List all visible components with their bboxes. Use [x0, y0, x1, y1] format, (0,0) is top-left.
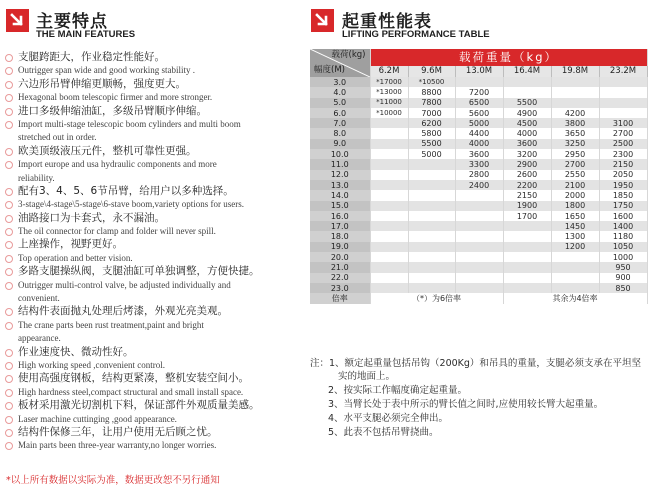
load-cell: 1800 — [551, 201, 599, 211]
ratio-note-cell: 其余为4倍率 — [503, 293, 647, 303]
load-cell — [408, 221, 455, 231]
table-row — [310, 170, 647, 180]
table-row — [310, 283, 647, 293]
load-cell: 2700 — [599, 128, 647, 138]
load-cell — [455, 242, 503, 252]
feature-text-zh: 结构件保修三年，让用户使用无后顾之忧。 — [18, 425, 218, 438]
feature-item-zh — [4, 346, 304, 359]
load-cell — [370, 252, 408, 262]
feature-item-zh — [4, 399, 304, 412]
load-cell — [455, 273, 503, 283]
load-cell: *17000 — [370, 77, 408, 87]
load-cell: *10500 — [408, 77, 455, 87]
load-cell — [455, 262, 503, 272]
load-cell: 1850 — [599, 190, 647, 200]
range-cell: 10.0 — [310, 149, 370, 159]
feature-item-zh — [4, 305, 304, 318]
load-cell: 1000 — [599, 252, 647, 262]
brand-logo-icon — [6, 9, 29, 32]
load-cell: 1600 — [599, 211, 647, 221]
boom-length-header: 16.4M — [503, 66, 551, 77]
table-row — [310, 221, 647, 231]
load-cell — [455, 283, 503, 293]
load-cell: 4000 — [455, 139, 503, 149]
load-cell — [455, 201, 503, 211]
load-cell — [455, 221, 503, 231]
table-row — [310, 293, 647, 303]
range-cell: 17.0 — [310, 221, 370, 231]
range-cell: 19.0 — [310, 242, 370, 252]
load-cell: 2050 — [599, 170, 647, 180]
load-cell: 2150 — [503, 190, 551, 200]
load-cell: 2500 — [599, 139, 647, 149]
range-cell: 13.0 — [310, 180, 370, 190]
feature-item-en: reliability. — [18, 172, 55, 183]
feature-text-zh: 结构件表面抛丸处理后烤漆，外观光亮美观。 — [18, 305, 228, 318]
load-cell — [370, 170, 408, 180]
load-cell: 4500 — [503, 118, 551, 128]
boom-length-header: 6.2M — [370, 66, 408, 77]
load-cell: 3600 — [455, 149, 503, 159]
load-cell: *13000 — [370, 87, 408, 97]
table-row — [310, 262, 647, 272]
table-row — [310, 77, 647, 87]
range-cell: 15.0 — [310, 201, 370, 211]
feature-item-en: Outrigger span wide and good working stability . — [4, 64, 304, 77]
range-cell: 7.0 — [310, 118, 370, 128]
table-row — [310, 242, 647, 252]
brand-logo-icon — [311, 9, 334, 32]
load-cell — [503, 221, 551, 231]
circle-bullet-icon — [5, 148, 13, 156]
range-cell: 5.0 — [310, 98, 370, 108]
table-row — [310, 108, 647, 118]
feature-item-zh — [4, 426, 304, 439]
circle-bullet-icon — [5, 375, 13, 383]
load-cell: 3600 — [503, 139, 551, 149]
feature-item-en: appearance. — [18, 333, 61, 344]
table-row — [310, 159, 647, 169]
load-cell: 1180 — [599, 231, 647, 241]
load-cell — [370, 180, 408, 190]
table-row — [310, 128, 647, 138]
feature-text-zh: 配有3、4、5、6节吊臂，给用户以多种选择。 — [18, 184, 234, 197]
feature-item-en: Laser machine cuttinging ,good appearance. — [4, 413, 304, 426]
load-cell — [503, 262, 551, 272]
load-axis-label: 载荷(kg) — [331, 50, 366, 60]
circle-bullet-icon — [5, 402, 13, 410]
circle-bullet-icon — [5, 215, 13, 223]
load-cell: 1950 — [599, 180, 647, 190]
load-cell: 3250 — [551, 139, 599, 149]
range-cell: 20.0 — [310, 252, 370, 262]
load-cell: 1200 — [551, 242, 599, 252]
load-cell — [370, 242, 408, 252]
load-weight-header: 载荷重量（kg） — [370, 49, 647, 66]
range-cell: 16.0 — [310, 211, 370, 221]
load-cell — [370, 262, 408, 272]
load-cell — [370, 159, 408, 169]
table-row — [310, 118, 647, 128]
range-cell: 6.0 — [310, 108, 370, 118]
circle-bullet-icon — [5, 94, 13, 102]
feature-text-zh: 板材采用激光切割机下料，保证部件外观质量美感。 — [18, 399, 260, 412]
feature-text-zh: 使用高强度钢板，结构更紧凑，整机安装空间小。 — [18, 372, 249, 385]
load-cell: 900 — [599, 273, 647, 283]
note-line: 5、此表不包括吊臂挠曲。 — [328, 427, 439, 438]
load-cell: 7200 — [455, 87, 503, 97]
load-cell — [455, 211, 503, 221]
load-cell — [408, 201, 455, 211]
load-cell — [408, 180, 455, 190]
load-cell: 4000 — [503, 128, 551, 138]
load-cell: 2950 — [551, 149, 599, 159]
feature-item-zh — [4, 78, 304, 91]
load-cell: 5000 — [455, 118, 503, 128]
load-cell — [503, 231, 551, 241]
range-cell: 18.0 — [310, 231, 370, 241]
circle-bullet-icon — [5, 67, 13, 75]
load-cell: 7800 — [408, 98, 455, 108]
load-cell — [408, 273, 455, 283]
feature-text-zh: 油路接口为卡套式，永不漏油。 — [18, 211, 165, 224]
load-cell: 2550 — [551, 170, 599, 180]
circle-bullet-icon — [5, 108, 13, 116]
range-axis-label: 幅度(M) — [314, 65, 345, 75]
load-cell — [370, 231, 408, 241]
load-cell — [370, 273, 408, 283]
table-row — [310, 190, 647, 200]
load-cell — [599, 98, 647, 108]
feature-item-en: convenient. — [18, 293, 60, 304]
feature-item-en: 3-stage\4-stage\5-stage\6-stave boom,variety options for users. — [4, 198, 304, 211]
load-cell — [551, 283, 599, 293]
feature-item-zh — [4, 372, 304, 385]
load-cell: *11000 — [370, 98, 408, 108]
load-cell: 2800 — [455, 170, 503, 180]
load-cell — [370, 139, 408, 149]
load-cell: 1450 — [551, 221, 599, 231]
circle-bullet-icon — [5, 255, 13, 263]
range-cell: 11.0 — [310, 159, 370, 169]
load-cell — [408, 170, 455, 180]
load-cell — [455, 252, 503, 262]
feature-item-zh — [4, 51, 304, 64]
load-cell — [408, 242, 455, 252]
range-cell: 12.0 — [310, 170, 370, 180]
feature-item-en: High hardness steel,compact structural and small install space. — [4, 386, 304, 399]
circle-bullet-icon — [5, 228, 13, 236]
circle-bullet-icon — [5, 442, 13, 450]
load-cell: 1650 — [551, 211, 599, 221]
boom-length-header: 23.2M — [599, 66, 647, 77]
feature-item-zh — [4, 238, 304, 251]
load-cell — [551, 262, 599, 272]
load-cell — [551, 273, 599, 283]
load-cell — [370, 211, 408, 221]
feature-text-zh: 支腿跨距大，作业稳定性能好。 — [18, 51, 165, 63]
load-cell — [455, 190, 503, 200]
feature-text-zh: 上座操作，视野更好。 — [18, 238, 123, 251]
load-cell: 6500 — [455, 98, 503, 108]
feature-item-zh — [4, 145, 304, 158]
load-cell: 4400 — [455, 128, 503, 138]
load-cell: *10000 — [370, 108, 408, 118]
load-cell — [551, 87, 599, 97]
circle-bullet-icon — [5, 308, 13, 316]
table-row — [310, 201, 647, 211]
range-cell: 8.0 — [310, 128, 370, 138]
load-cell: 1700 — [503, 211, 551, 221]
range-cell: 21.0 — [310, 262, 370, 272]
load-cell — [408, 190, 455, 200]
range-cell: 3.0 — [310, 77, 370, 87]
ratio-note-cell: （*）为6倍率 — [370, 293, 503, 303]
feature-item-en: Import europe and usa hydraulic components and more — [4, 158, 304, 171]
circle-bullet-icon — [5, 268, 13, 276]
load-cell: 4200 — [551, 108, 599, 118]
load-cell: 2700 — [551, 159, 599, 169]
circle-bullet-icon — [5, 201, 13, 209]
load-cell — [503, 87, 551, 97]
table-row — [310, 149, 647, 159]
load-cell: 1900 — [503, 201, 551, 211]
load-cell — [599, 77, 647, 87]
main-features-subtitle: THE MAIN FEATURES — [36, 29, 136, 40]
load-cell: 5000 — [408, 149, 455, 159]
feature-item-en: stretched out in order. — [18, 132, 97, 143]
lifting-table-subtitle: LIFTING PERFORMANCE TABLE — [342, 29, 490, 40]
load-cell — [503, 273, 551, 283]
range-cell: 9.0 — [310, 139, 370, 149]
load-cell: 3100 — [599, 118, 647, 128]
feature-item-en: The crane parts been rust treatment,paint and bright — [4, 319, 304, 332]
ratio-label-cell: 倍率 — [310, 293, 370, 303]
load-cell: 3300 — [455, 159, 503, 169]
circle-bullet-icon — [5, 389, 13, 397]
load-cell: 5600 — [455, 108, 503, 118]
circle-bullet-icon — [5, 362, 13, 370]
feature-text-zh: 作业速度快、微动性好。 — [18, 345, 134, 358]
load-cell — [455, 231, 503, 241]
load-cell: 5500 — [408, 139, 455, 149]
circle-bullet-icon — [5, 349, 13, 357]
load-cell: 950 — [599, 262, 647, 272]
load-cell — [408, 211, 455, 221]
load-cell: 3800 — [551, 118, 599, 128]
circle-bullet-icon — [5, 54, 13, 62]
table-corner-header — [310, 49, 370, 77]
load-cell — [370, 221, 408, 231]
load-cell — [408, 262, 455, 272]
note-line: 注：1、额定起重量包括吊钩（200Kg）和吊具的重量，支腿必须支承在平坦坚 — [310, 358, 641, 369]
feature-item-en: Hexagonal boom telescopic firmer and more stronger. — [4, 91, 304, 104]
load-cell: 8800 — [408, 87, 455, 97]
boom-length-header: 19.8M — [551, 66, 599, 77]
circle-bullet-icon — [5, 429, 13, 437]
load-cell — [408, 283, 455, 293]
table-row — [310, 87, 647, 97]
load-cell: 2300 — [599, 149, 647, 159]
note-line: 3、当臂长处于表中所示的臂长值之间时,应使用较长臂大起重量。 — [328, 399, 604, 410]
feature-text-zh: 多路支腿操纵阀，支腿油缸可单独调整，方便快捷。 — [18, 265, 260, 278]
feature-item-en: Outrigger multi-control valve, be adjusted individually and — [4, 279, 304, 292]
circle-bullet-icon — [5, 81, 13, 89]
circle-bullet-icon — [5, 322, 13, 330]
boom-length-header: 9.6M — [408, 66, 455, 77]
range-cell: 23.0 — [310, 283, 370, 293]
load-cell: 2400 — [455, 180, 503, 190]
feature-item-en: The oil connector for clamp and folder will never spill. — [4, 225, 304, 238]
range-cell: 4.0 — [310, 87, 370, 97]
load-cell: 6200 — [408, 118, 455, 128]
circle-bullet-icon — [5, 188, 13, 196]
circle-bullet-icon — [5, 161, 13, 169]
load-cell — [370, 149, 408, 159]
load-cell — [408, 252, 455, 262]
load-cell — [370, 128, 408, 138]
load-cell — [455, 77, 503, 87]
circle-bullet-icon — [5, 416, 13, 424]
lifting-performance-table — [310, 49, 648, 304]
table-row — [310, 252, 647, 262]
load-cell — [599, 108, 647, 118]
load-cell: 2000 — [551, 190, 599, 200]
load-cell: 1400 — [599, 221, 647, 231]
load-cell: 2100 — [551, 180, 599, 190]
load-cell: 850 — [599, 283, 647, 293]
load-cell — [551, 98, 599, 108]
circle-bullet-icon — [5, 282, 13, 290]
load-cell: 4900 — [503, 108, 551, 118]
load-cell — [370, 190, 408, 200]
circle-bullet-icon — [5, 121, 13, 129]
load-cell: 2600 — [503, 170, 551, 180]
feature-text-zh: 欧美顶级液压元件，整机可靠性更强。 — [18, 144, 197, 157]
table-row — [310, 211, 647, 221]
boom-length-header: 13.0M — [455, 66, 503, 77]
load-cell — [503, 283, 551, 293]
feature-item-en: Main parts been three-year warranty,no longer worries. — [4, 439, 304, 452]
disclaimer-note: *以上所有数据以实际为准，数据更改恕不另行通知 — [6, 475, 220, 486]
load-cell — [503, 252, 551, 262]
feature-text-zh: 进口多级伸缩油缸，多级吊臂顺序伸缩。 — [18, 104, 207, 117]
load-cell — [503, 77, 551, 87]
feature-item-zh — [4, 212, 304, 225]
load-cell — [370, 201, 408, 211]
main-features-title: 主要特点 — [36, 12, 108, 32]
table-row — [310, 139, 647, 149]
note-line: 2、按实际工作幅度确定起重量。 — [328, 385, 468, 396]
load-cell — [503, 242, 551, 252]
load-cell: 7000 — [408, 108, 455, 118]
load-cell — [551, 77, 599, 87]
load-cell — [370, 283, 408, 293]
table-row — [310, 231, 647, 241]
feature-item-zh — [4, 265, 304, 278]
feature-item-en: High working speed ,convenient control. — [4, 359, 304, 372]
load-cell — [599, 87, 647, 97]
load-cell — [408, 231, 455, 241]
feature-item-en: Import multi-stage telescopic boom cylinders and multi boom — [4, 118, 304, 131]
load-cell: 1300 — [551, 231, 599, 241]
load-cell: 3200 — [503, 149, 551, 159]
load-cell: 2900 — [503, 159, 551, 169]
load-cell: 5800 — [408, 128, 455, 138]
circle-bullet-icon — [5, 241, 13, 249]
feature-text-zh: 六边形吊臂伸缩更顺畅，强度更大。 — [18, 77, 186, 90]
table-row — [310, 273, 647, 283]
table-row — [310, 180, 647, 190]
feature-item-zh — [4, 185, 304, 198]
load-cell — [551, 252, 599, 262]
load-cell: 2150 — [599, 159, 647, 169]
load-cell: 5500 — [503, 98, 551, 108]
feature-item-zh — [4, 105, 304, 118]
lifting-table-title: 起重性能表 — [342, 12, 432, 32]
load-cell — [408, 159, 455, 169]
load-cell — [370, 118, 408, 128]
load-cell: 3650 — [551, 128, 599, 138]
note-line: 实的地面上。 — [338, 371, 396, 382]
range-cell: 22.0 — [310, 273, 370, 283]
load-cell: 1050 — [599, 242, 647, 252]
feature-item-en: Top operation and better vision. — [4, 252, 304, 265]
features-list — [4, 51, 304, 453]
range-cell: 14.0 — [310, 190, 370, 200]
note-line: 4、水平支腿必须完全伸出。 — [328, 413, 449, 424]
load-cell: 1750 — [599, 201, 647, 211]
load-cell: 2200 — [503, 180, 551, 190]
table-row — [310, 98, 647, 108]
